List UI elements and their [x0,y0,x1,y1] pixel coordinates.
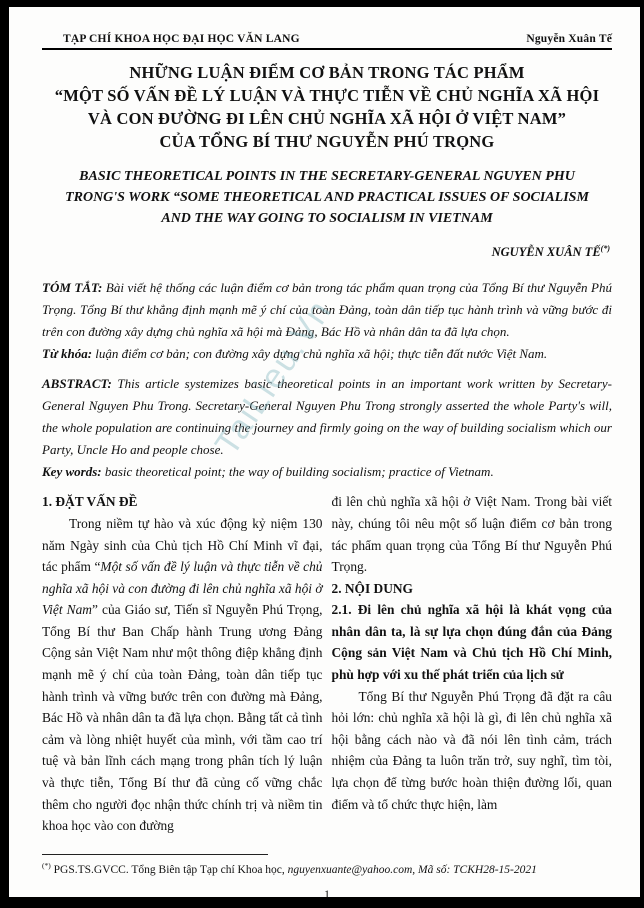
right-column-paragraph: Tổng Bí thư Nguyễn Phú Trọng đã đặt ra câu hỏi lớn: chủ nghĩa xã hội là gì, đi lên chủ nghĩa xã hội bằng cách nào và đã nói lên tình cảm, trách nhiệm của Đảng ta luôn trăn trở, suy nghĩ, tìm tòi, lựa chọn để từng bước hoàn thiện đường lối, quan điểm và tổ chức thực hiện, làm [331,688,612,812]
watermark: TaiLieu.Vn [207,292,340,462]
page-content [9,7,640,897]
page [9,7,640,897]
title-vi-line: CỦA TỔNG BÍ THƯ NGUYỄN PHÚ TRỌNG [159,132,495,151]
page-number: 1 [324,886,330,897]
article-title-vi [42,61,612,153]
footnote-separator: , [412,863,419,876]
running-author: Nguyễn Xuân Tế [526,33,612,45]
keywords-en-text: basic theoretical point; the way of building socialism; practice of Vietnam. [101,463,494,479]
keywords-vi-text: luận điểm cơ bản; con đường xây dựng chủ nghĩa xã hội; thực tiễn đất nước Việt Nam. [92,345,548,361]
section-heading-1: 1. ĐẶT VẤN ĐỀ [42,494,138,510]
abstract-en [42,373,612,460]
abstract-vi-text: Bài viết hệ thống các luận điểm cơ bản trong tác phẩm quan trọng của Tổng Bí thư Nguyễn Phú Trọng. Tổng Bí thư khẳng định mạnh mẽ ý chí của toàn Đảng, toàn dân tiếp tục hành trình và vững bước đi trên con đường xây dựng chủ nghĩa xã hội mà Đảng, Bác Hồ và nhân dân ta đã lựa chọn. [42,280,612,339]
right-column-paragraph: đi lên chủ nghĩa xã hội ở Việt Nam. Trong bài viết này, chúng tôi nêu một số luận điểm cơ bản trong tác phẩm quan trọng của Tổng Bí thư Nguyễn Phú Trọng. [331,494,612,575]
keywords-en [42,461,612,483]
paragraph-text: Trong niềm tự hào và xúc động kỷ niệm 130 năm Ngày sinh của Chủ tịch Hồ Chí Minh vĩ đại, tác phẩm “ [42,515,323,575]
abstract-vi [42,277,612,342]
footnote-divider [42,854,268,855]
footnote-marker: (*) [42,860,51,870]
author-byline [42,244,612,260]
left-column-paragraph [42,513,323,837]
section-heading-2-1: 2.1. Đi lên chủ nghĩa xã hội là khát vọng của nhân dân ta, là sự lựa chọn đúng đắn của Đảng Cộng sản Việt Nam và Chủ tịch Hồ Chí Minh, phù hợp với xu thế phát triển của lịch sử [331,602,612,683]
running-header [42,33,612,50]
abstract-en-text: This article systemizes basic theoretical points in an important work written by Secretary-General Nguyen Phu Trong. Secretary-General Nguyen Phu Trong strongly asserted the whole Party's will, the whole population are continuing the journey and firmly going on the way of building socialism which our Party, Uncle Ho and people chose. [42,376,612,457]
right-column [332,491,613,837]
footnote-code: Mã số: TCKH28-15-2021 [418,863,537,876]
left-column [42,491,323,837]
keywords-vi [42,343,612,365]
article-title-en [42,166,612,229]
title-vi-line: “MỘT SỐ VẤN ĐỀ LÝ LUẬN VÀ THỰC TIỄN VỀ CHỦ NGHĨA XÃ HỘI [54,86,600,105]
section-heading-2: 2. NỘI DUNG [331,580,413,596]
abstract-en-label: ABSTRACT: [42,376,112,392]
journal-name: TẠP CHÍ KHOA HỌC ĐẠI HỌC VĂN LANG [63,33,300,45]
footnote-text: PGS.TS.GVCC. Tổng Biên tập Tạp chí Khoa học, [50,863,288,876]
footnote-marker: (*) [600,244,610,253]
title-vi-line: VÀ CON ĐƯỜNG ĐI LÊN CHỦ NGHĨA XÃ HỘI Ở VIỆT NAM” [87,109,567,128]
title-en-line: TRONG'S WORK “SOME THEORETICAL AND PRACTICAL ISSUES OF SOCIALISM [65,190,589,205]
title-vi-line: NHỮNG LUẬN ĐIỂM CƠ BẢN TRONG TÁC PHẨM [129,63,525,82]
footnote [42,858,612,878]
title-en-line: BASIC THEORETICAL POINTS IN THE SECRETARY-GENERAL NGUYEN PHU [79,169,575,184]
title-en-line: AND THE WAY GOING TO SOCIALISM IN VIETNAM [161,211,493,226]
keywords-vi-label: Từ khóa: [42,345,93,361]
body-columns [42,491,612,837]
footnote-email: nguyenxuante@yahoo.com [287,863,413,876]
work-title-inline: Một số vấn đề lý luận và thực tiễn về chủ nghĩa xã hội và con đường đi lên chủ nghĩa xã hội ở Việt Nam [42,559,323,618]
paragraph-text: ” của Giáo sư, Tiến sĩ Nguyễn Phú Trọng, Tổng Bí thư Ban Chấp hành Trung ương Đảng Cộng sản Việt Nam như một thông điệp khẳng định mạnh mẽ ý chí của toàn Đảng, toàn dân tiếp tục hành trình và vững bước trên con đường mà Đảng, Bác Hồ và nhân dân ta đã lựa chọn. Bằng tất cả tình cảm và lòng nhiệt huyết của mình, với tầm cao trí tuệ và bản lĩnh cách mạng trong phân tích lý luận và thực tiễn, Tổng Bí thư đã củng cố vững chắc thêm cho người đọc nhận thức chính trị và niềm tin khoa học vào con đường [42,602,323,834]
author-name: NGUYỄN XUÂN TẾ [491,245,601,260]
keywords-en-label: Key words: [42,463,102,479]
abstract-vi-label: TÓM TẮT: [42,280,103,296]
